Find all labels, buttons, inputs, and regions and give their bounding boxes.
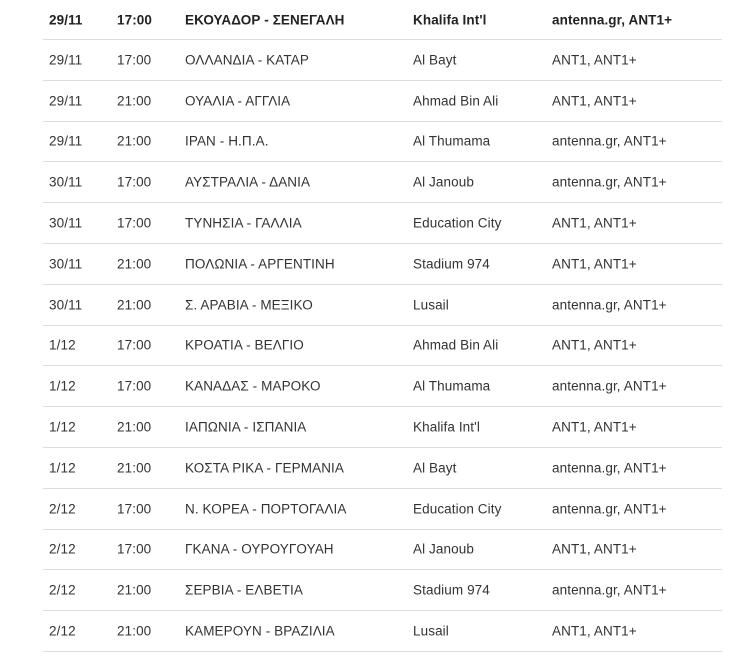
match-broadcaster: ANT1, ANT1+ bbox=[552, 93, 637, 109]
match-venue: Al Thumama bbox=[413, 378, 491, 394]
match-teams: ΚΑΝΑΔΑΣ - ΜΑΡΟΚΟ bbox=[185, 378, 321, 394]
table-row bbox=[43, 244, 722, 285]
match-date: 30/11 bbox=[49, 215, 83, 231]
match-broadcaster: ANT1, ANT1+ bbox=[552, 52, 637, 68]
match-time: 21:00 bbox=[117, 297, 152, 313]
match-date: 29/11 bbox=[49, 12, 83, 27]
match-venue: Al Bayt bbox=[413, 460, 457, 476]
match-broadcaster: ANT1, ANT1+ bbox=[552, 215, 637, 231]
match-date: 2/12 bbox=[49, 501, 76, 517]
match-time: 17:00 bbox=[117, 215, 152, 231]
match-date: 2/12 bbox=[49, 541, 76, 557]
table-row bbox=[43, 570, 722, 611]
match-teams: ΕΚΟΥΑΔΟΡ - ΣΕΝΕΓΑΛΗ bbox=[185, 12, 345, 27]
table-row bbox=[43, 122, 722, 163]
match-date: 30/11 bbox=[49, 174, 83, 190]
match-time: 21:00 bbox=[117, 623, 152, 639]
table-row bbox=[43, 162, 722, 203]
match-venue: Education City bbox=[413, 215, 502, 231]
match-teams: ΣΕΡΒΙΑ - ΕΛΒΕΤΙΑ bbox=[185, 582, 303, 598]
match-broadcaster: antenna.gr, ANT1+ bbox=[552, 133, 667, 149]
match-date: 29/11 bbox=[49, 133, 83, 149]
match-broadcaster: antenna.gr, ANT1+ bbox=[552, 297, 667, 313]
table-row bbox=[43, 407, 722, 448]
match-venue: Khalifa Int'l bbox=[413, 419, 480, 435]
match-venue: Al Janoub bbox=[413, 174, 474, 190]
match-teams: ΠΟΛΩΝΙΑ - ΑΡΓΕΝΤΙΝΗ bbox=[185, 256, 335, 272]
match-time: 17:00 bbox=[117, 501, 152, 517]
match-date: 1/12 bbox=[49, 460, 76, 476]
match-teams: Ν. ΚΟΡΕΑ - ΠΟΡΤΟΓΑΛΙΑ bbox=[185, 501, 347, 517]
match-date: 1/12 bbox=[49, 419, 76, 435]
match-venue: Al Janoub bbox=[413, 541, 474, 557]
table-row bbox=[43, 326, 722, 367]
match-teams: ΤΥΝΗΣΙΑ - ΓΑΛΛΙΑ bbox=[185, 215, 302, 231]
match-venue: Stadium 974 bbox=[413, 582, 490, 598]
match-venue: Lusail bbox=[413, 623, 449, 639]
match-time: 21:00 bbox=[117, 93, 152, 109]
match-venue: Al Bayt bbox=[413, 52, 457, 68]
match-date: 2/12 bbox=[49, 582, 76, 598]
match-date: 30/11 bbox=[49, 256, 83, 272]
match-venue: Al Thumama bbox=[413, 133, 491, 149]
match-venue: Khalifa Int'l bbox=[413, 12, 487, 27]
match-venue: Stadium 974 bbox=[413, 256, 490, 272]
match-broadcaster: ANT1, ANT1+ bbox=[552, 623, 637, 639]
match-date: 1/12 bbox=[49, 378, 76, 394]
match-time: 17:00 bbox=[117, 541, 152, 557]
match-date: 2/12 bbox=[49, 623, 76, 639]
match-time: 17:00 bbox=[117, 52, 152, 68]
match-broadcaster: antenna.gr, ANT1+ bbox=[552, 582, 667, 598]
match-time: 21:00 bbox=[117, 460, 152, 476]
match-time: 21:00 bbox=[117, 256, 152, 272]
match-date: 1/12 bbox=[49, 337, 76, 353]
match-time: 21:00 bbox=[117, 582, 152, 598]
match-broadcaster: antenna.gr, ANT1+ bbox=[552, 174, 667, 190]
match-time: 17:00 bbox=[117, 378, 152, 394]
match-teams: ΚΑΜΕΡΟΥΝ - ΒΡΑΖΙΛΙΑ bbox=[185, 623, 335, 639]
match-venue: Ahmad Bin Ali bbox=[413, 93, 499, 109]
match-broadcaster: ANT1, ANT1+ bbox=[552, 337, 637, 353]
match-date: 29/11 bbox=[49, 93, 83, 109]
match-teams: ΚΡΟΑΤΙΑ - ΒΕΛΓΙΟ bbox=[185, 337, 304, 353]
match-teams: ΙΡΑΝ - Η.Π.Α. bbox=[185, 133, 269, 149]
table-row bbox=[43, 40, 722, 81]
match-time: 17:00 bbox=[117, 337, 152, 353]
table-row bbox=[43, 489, 722, 530]
match-teams: ΙΑΠΩΝΙΑ - ΙΣΠΑΝΙΑ bbox=[185, 419, 307, 435]
table-row bbox=[43, 285, 722, 326]
match-venue: Lusail bbox=[413, 297, 449, 313]
match-venue: Education City bbox=[413, 501, 502, 517]
match-teams: ΟΥΑΛΙΑ - ΑΓΓΛΙΑ bbox=[185, 93, 291, 109]
match-broadcaster: antenna.gr, ANT1+ bbox=[552, 378, 667, 394]
table-row bbox=[43, 81, 722, 122]
match-time: 21:00 bbox=[117, 133, 152, 149]
match-time: 17:00 bbox=[117, 12, 153, 27]
match-teams: ΓΚΑΝΑ - ΟΥΡΟΥΓΟΥΑΗ bbox=[185, 541, 334, 557]
match-broadcaster: antenna.gr, ANT1+ bbox=[552, 460, 667, 476]
match-venue: Ahmad Bin Ali bbox=[413, 337, 499, 353]
table-row bbox=[43, 530, 722, 571]
match-teams: ΚΟΣΤΑ ΡΙΚΑ - ΓΕΡΜΑΝΙΑ bbox=[185, 460, 345, 476]
match-time: 21:00 bbox=[117, 419, 152, 435]
table-row bbox=[43, 448, 722, 489]
match-teams: Σ. ΑΡΑΒΙΑ - ΜΕΞΙΚΟ bbox=[185, 297, 313, 313]
match-date: 29/11 bbox=[49, 52, 83, 68]
table-row bbox=[43, 611, 722, 652]
match-broadcaster: antenna.gr, ANT1+ bbox=[552, 501, 667, 517]
table-row bbox=[43, 0, 722, 40]
match-teams: ΟΛΛΑΝΔΙΑ - ΚΑΤΑΡ bbox=[185, 52, 309, 68]
match-schedule-table bbox=[43, 0, 722, 652]
match-teams: ΑΥΣΤΡΑΛΙΑ - ΔΑΝΙΑ bbox=[185, 174, 311, 190]
match-time: 17:00 bbox=[117, 174, 152, 190]
table-row bbox=[43, 203, 722, 244]
match-broadcaster: antenna.gr, ANT1+ bbox=[552, 12, 673, 27]
match-broadcaster: ANT1, ANT1+ bbox=[552, 541, 637, 557]
match-broadcaster: ANT1, ANT1+ bbox=[552, 256, 637, 272]
match-date: 30/11 bbox=[49, 297, 83, 313]
match-broadcaster: ANT1, ANT1+ bbox=[552, 419, 637, 435]
table-row bbox=[43, 366, 722, 407]
